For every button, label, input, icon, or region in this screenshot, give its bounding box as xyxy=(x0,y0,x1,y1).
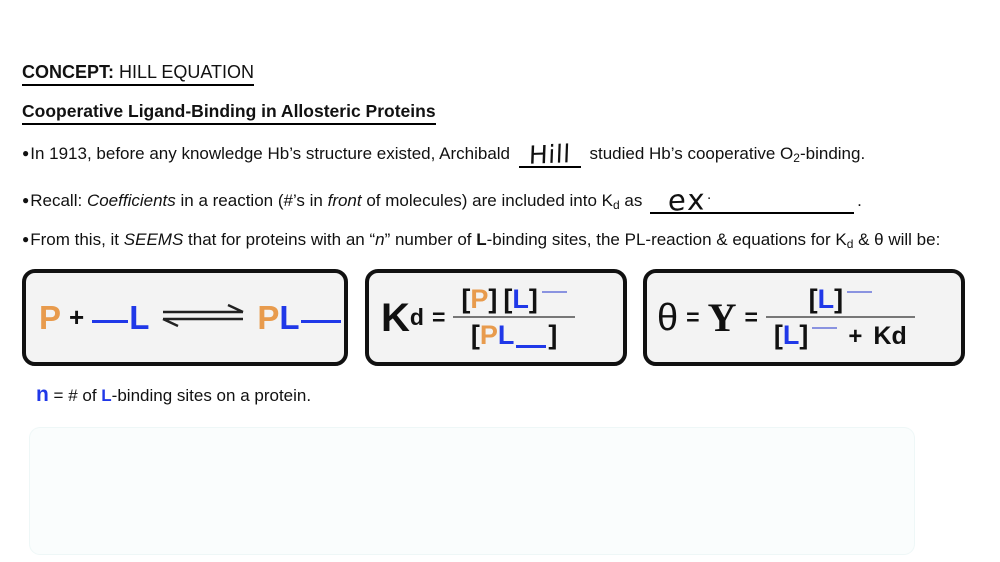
bracket: [ xyxy=(808,283,818,314)
bracket: ] xyxy=(548,320,558,350)
coefficient-blank-line xyxy=(92,320,128,323)
ligand-symbol: L xyxy=(817,283,835,314)
handwritten-answer-hill: Hill xyxy=(528,139,572,170)
plus-sign: + xyxy=(848,323,863,350)
fraction-bar xyxy=(453,316,575,318)
equilibrium-arrows-icon xyxy=(159,302,247,328)
kd-denominator xyxy=(463,320,566,351)
protein-symbol: P xyxy=(470,283,489,314)
exponent-blank-line xyxy=(812,327,837,329)
equation-boxes-row xyxy=(22,269,978,366)
bullet2-text-1: Recall: xyxy=(30,191,87,210)
bullet3-italic-n: n xyxy=(375,230,385,249)
bullet3-text-1: From this, it xyxy=(30,230,124,249)
n-definition-note xyxy=(36,383,978,407)
concept-label: CONCEPT: xyxy=(22,62,115,82)
theta-fraction xyxy=(766,284,915,351)
bullet3-text-3: ” number of xyxy=(384,230,477,249)
theta-denominator xyxy=(766,320,915,351)
fill-in-blank-hill xyxy=(519,139,581,170)
bullet3-text-2: that for proteins with an “ xyxy=(183,230,376,249)
bullet1-text-1: In 1913, before any knowledge Hb’s structure existed, Archibald xyxy=(30,144,511,163)
equals-sign: = xyxy=(744,304,758,330)
bullet2-italic-front: front xyxy=(327,191,362,210)
bullet3-bold-ligand: L xyxy=(476,230,487,249)
ligand-symbol: L xyxy=(129,298,150,336)
bullet3-kd-subscript: d xyxy=(846,237,854,251)
protein-symbol: P xyxy=(39,298,62,336)
blank-practice-panel xyxy=(30,428,914,554)
bullet2-text-2: in a reaction (#’s in xyxy=(175,191,328,210)
ligand-symbol: L xyxy=(512,283,529,314)
theta-equation-box xyxy=(643,269,965,366)
theta-symbol: θ xyxy=(657,296,679,339)
bracket: ] xyxy=(488,283,498,314)
bracket: [ xyxy=(470,320,480,350)
equals-sign: = xyxy=(431,304,446,330)
bullet-item-3 xyxy=(22,230,978,251)
bullet-icon: ● xyxy=(22,232,30,246)
kd-numerator xyxy=(453,284,575,315)
bullet3-italic-seems: SEEMS xyxy=(123,230,184,249)
concept-title: HILL EQUATION xyxy=(114,62,255,82)
coefficient-blank-line xyxy=(301,320,341,323)
bracket: [ xyxy=(503,283,513,314)
handwritten-exponent-dot: · xyxy=(706,189,712,206)
bullet2-text-4: as xyxy=(619,191,643,210)
bullet2-text-5: . xyxy=(857,191,862,210)
page-title-underline xyxy=(22,62,254,86)
bullet1-text-2: studied Hb’s cooperative O xyxy=(584,144,794,163)
bullet1-text-3: -binding. xyxy=(799,144,866,163)
protein-symbol: P xyxy=(479,320,498,350)
bullet2-italic-coefficients: Coefficients xyxy=(86,191,176,210)
bullet-icon: ● xyxy=(22,193,30,207)
theta-numerator xyxy=(801,284,881,315)
section-subtitle xyxy=(22,101,978,125)
bullet3-text-4: -binding sites, the PL-reaction & equations for K xyxy=(486,230,847,249)
product-ligand-symbol: L xyxy=(279,298,300,336)
bullet1-o2-subscript: 2 xyxy=(793,151,800,165)
kd-subscript: d xyxy=(409,304,424,330)
exponent-blank-line xyxy=(542,291,567,293)
bracket: ] xyxy=(528,283,538,314)
reaction-equation-box xyxy=(22,269,348,366)
product-protein-symbol: P xyxy=(257,298,280,336)
section-subtitle-text: Cooperative Ligand-Binding in Allosteric Proteins xyxy=(22,101,436,125)
bullet-item-1 xyxy=(22,139,978,170)
bracket: [ xyxy=(773,320,783,350)
equals-sign: = xyxy=(686,304,700,330)
kd-symbol: K xyxy=(381,295,410,340)
exponent-blank-line xyxy=(847,291,872,293)
ligand-symbol: L xyxy=(497,320,515,350)
fraction-bar xyxy=(766,316,915,318)
kd-symbol: K xyxy=(873,322,892,350)
notes-page xyxy=(22,62,978,407)
fractional-saturation-symbol: Y xyxy=(707,294,737,340)
note-text-1: = # of xyxy=(48,386,102,405)
n-symbol: n xyxy=(36,383,49,406)
ligand-symbol: L xyxy=(782,320,800,350)
coefficient-blank-line xyxy=(516,345,546,348)
bullet3-text-5: & θ will be: xyxy=(853,230,941,249)
bullet2-kd-subscript: d xyxy=(612,198,620,212)
bracket: [ xyxy=(461,283,471,314)
bullet-icon: ● xyxy=(22,146,30,160)
note-text-2: -binding sites on a protein. xyxy=(111,386,312,405)
kd-fraction xyxy=(453,284,575,351)
fill-in-blank-exponent xyxy=(650,182,854,218)
handwritten-answer-ex: ex xyxy=(667,182,708,218)
ligand-symbol: L xyxy=(101,386,112,405)
plus-sign: + xyxy=(69,302,85,332)
bracket: ] xyxy=(834,283,844,314)
bullet2-text-3: of molecules) are included into K xyxy=(361,191,613,210)
page-title xyxy=(22,62,978,86)
kd-subscript: d xyxy=(891,322,907,350)
bullet-item-2 xyxy=(22,182,978,218)
kd-equation-box xyxy=(365,269,627,366)
bracket: ] xyxy=(799,320,809,350)
